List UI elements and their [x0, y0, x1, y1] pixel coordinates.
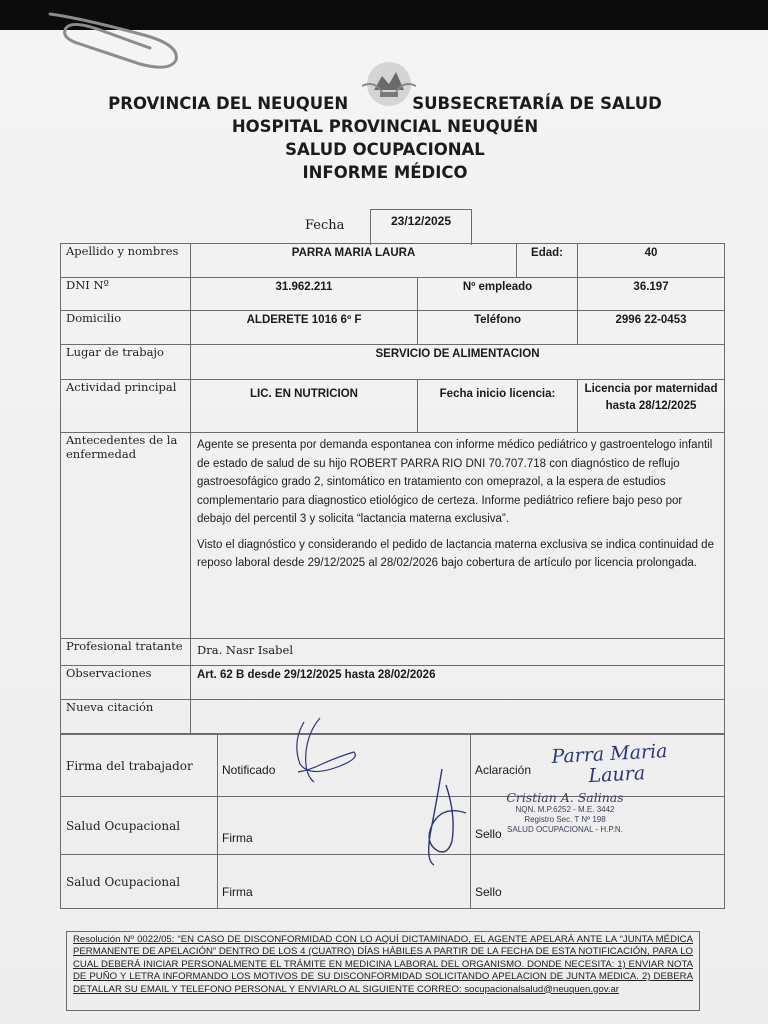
antecedentes-label-line1: Antecedentes de la [66, 433, 178, 447]
doctor-stamp [485, 790, 645, 835]
fecha-label: Fecha [305, 218, 345, 233]
row-apellido [61, 244, 725, 278]
firma-cell-2 [218, 855, 471, 909]
licencia-line1: Licencia por maternidad [584, 383, 718, 395]
patient-form-table [60, 243, 725, 734]
firma-label-2: Firma [222, 885, 253, 899]
firma-label-1: Firma [222, 831, 253, 845]
row-nueva-citacion [61, 700, 725, 734]
row-actividad [61, 380, 725, 433]
sello-label-1: Sello [475, 827, 502, 841]
hospital-title: HOSPITAL PROVINCIAL NEUQUÉN [231, 117, 539, 136]
row-domicilio [61, 311, 725, 345]
dni-value: 31.962.211 [191, 278, 418, 311]
actividad-label: Actividad principal [61, 380, 191, 433]
telefono-value: 2996 22-0453 [578, 311, 725, 345]
aclaracion-handwriting [551, 741, 669, 789]
salud-ocupacional-label-2: Salud Ocupacional [61, 855, 218, 909]
antecedentes-paragraph-1: Agente se presenta por demanda espontanea con informe médico pediátrico y gastroentelogo infantil de estado de salud de su hijo ROBERT PARRA RIO DNI 70.707.718 con diagnóstico de reflujo gastroesofágico grado 2, sintomático en tratamiento con omeprazol, a la espera de estudios complementario para diagnostico etiológico de certeza. Informe pediátrico refiere bajo peso por debajo del percentil 3 y solicita “lactancia materna exclusiva”. [197, 439, 713, 525]
sello-cell-2 [471, 855, 725, 909]
antecedentes-paragraph-2: Visto el diagnóstico y considerando el pedido de lactancia materna exclusiva se indica continuidad de reposo laboral desde 29/12/2025 al 28/02/2026 bajo cobertura de artículo por licencia prolongada. [197, 538, 714, 569]
empleado-value: 36.197 [578, 278, 725, 311]
inicio-licencia-label: Fecha inicio licencia: [418, 380, 578, 433]
salud-ocupacional-label-1: Salud Ocupacional [61, 797, 218, 855]
licencia-value [578, 380, 725, 433]
profesional-value: Dra. Nasr Isabel [191, 639, 725, 666]
aclaracion-handwriting-line2: Laura [587, 762, 646, 788]
observaciones-label: Observaciones [61, 666, 191, 700]
paperclip-icon [40, 4, 200, 74]
lugar-label: Lugar de trabajo [61, 345, 191, 380]
lugar-value: SERVICIO DE ALIMENTACION [191, 345, 725, 380]
sello-label-2: Sello [475, 885, 502, 899]
dni-label: DNI Nº [61, 278, 191, 311]
notificado-label: Notificado [222, 763, 276, 777]
stamp-name: Cristian A. Salinas [506, 790, 624, 805]
profesional-label: Profesional tratante [61, 639, 191, 666]
stamp-line4: SALUD OCUPACIONAL - H.P.N. [507, 825, 623, 834]
telefono-label: Teléfono [418, 311, 578, 345]
firma-cell-1 [218, 797, 471, 855]
nueva-citacion-value [191, 700, 725, 734]
observaciones-value: Art. 62 B desde 29/12/2025 hasta 28/02/2026 [191, 666, 725, 700]
domicilio-label: Domicilio [61, 311, 191, 345]
notificado-cell [218, 735, 471, 797]
row-profesional [61, 639, 725, 666]
apellido-label: Apellido y nombres [61, 244, 191, 278]
edad-value: 40 [578, 244, 725, 278]
province-title: PROVINCIA DEL NEUQUEN [108, 94, 349, 113]
apellido-value: PARRA MARIA LAURA [191, 244, 517, 278]
empleado-label: Nº empleado [418, 278, 578, 311]
row-lugar [61, 345, 725, 380]
antecedentes-text [191, 433, 725, 639]
edad-label: Edad: [517, 244, 578, 278]
document-header [60, 92, 710, 184]
aclaracion-label: Aclaración [475, 763, 532, 777]
subsecretaria-title: SUBSECRETARÍA DE SALUD [412, 94, 662, 113]
department-title: SALUD OCUPACIONAL [285, 140, 485, 159]
row-antecedentes [61, 433, 725, 639]
aclaracion-handwriting-line1: Parra Maria [550, 739, 668, 769]
licencia-line2: hasta 28/12/2025 [605, 400, 697, 412]
row-dni [61, 278, 725, 311]
row-observaciones [61, 666, 725, 700]
antecedentes-label-line2: enfermedad [66, 447, 137, 461]
antecedentes-label [61, 433, 191, 639]
row-salud-ocupacional-2 [61, 855, 725, 909]
resolucion-notice: Resolución Nº 0022/05: “EN CASO DE DISCONFORMIDAD CON LO AQUÍ DICTAMINADO, EL AGENTE APELARÁ ANTE LA “JUNTA MÉDICA PERMANENTE DE APELACIÓN” DENTRO DE LOS 4 (CUATRO) DÍAS HÁBILES A PARTIR DE LA FECHA DE ESTA NOTIFICACIÓN, PARA LO CUAL DEBERÁ INICIAR PERSONALMENTE EL TRÁMITE EN MEDICINA LABORAL DEL ORGANISMO. DONDE NECESITA: 1) ENVIAR NOTA DE PUÑO Y LETRA INFORMANDO LOS MOTIVOS DE SU DISCONFORMIDAD SOLICITANDO APELACION DE JUNTA MEDICA. 2) DEBERA DETALLAR SU EMAIL Y TELEFONO PERSONAL Y ENVIARLO AL SIGUIENTE CORREO: socupacionalsalud@neuquen.gov.ar [66, 931, 700, 1011]
firma-trabajador-label: Firma del trabajador [61, 735, 218, 797]
domicilio-value: ALDERETE 1016 6º F [191, 311, 418, 345]
nueva-citacion-label: Nueva citación [61, 700, 191, 734]
stamp-line3: Registro Sec. T Nº 198 [524, 815, 606, 824]
report-title: INFORME MÉDICO [302, 163, 468, 182]
stamp-line2: NQN. M.P.6252 - M.E. 3442 [515, 805, 615, 814]
actividad-value: LIC. EN NUTRICION [191, 380, 418, 433]
fecha-value: 23/12/2025 [370, 209, 472, 245]
